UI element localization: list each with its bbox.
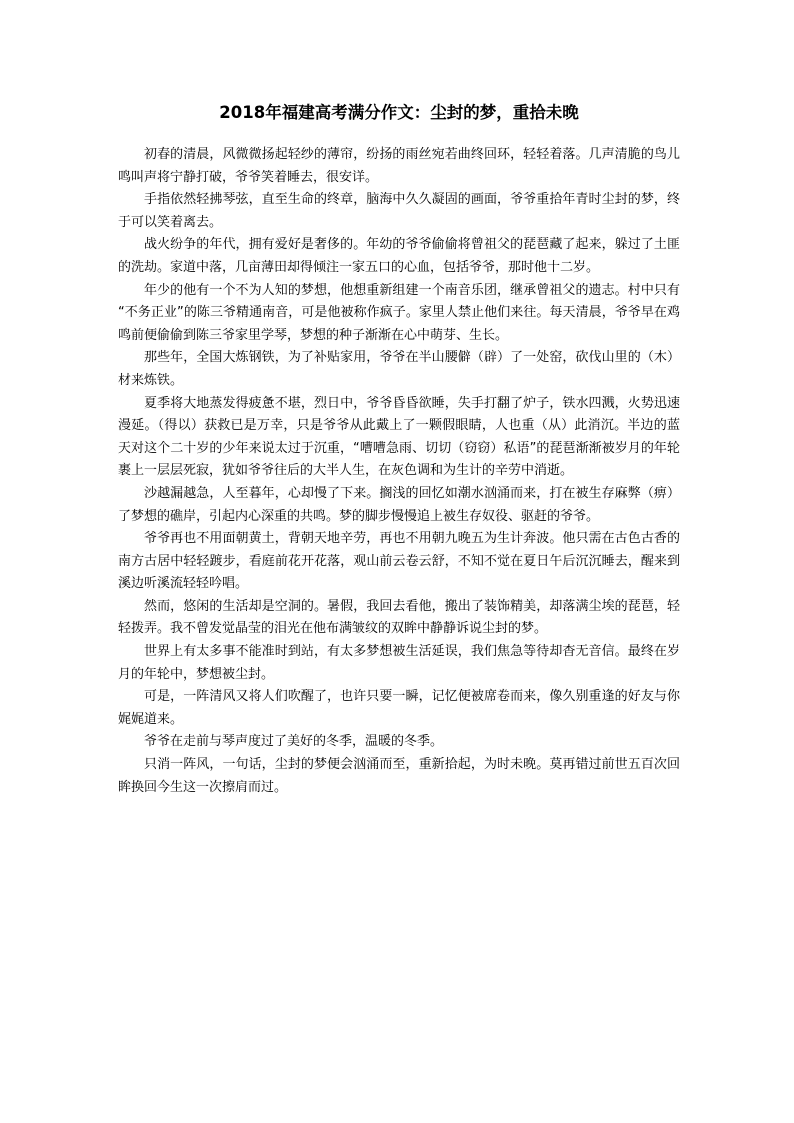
- paragraph-5: 那些年，全国大炼钢铁，为了补贴家用，爷爷在半山腰僻（辟）了一处窑，砍伐山里的（木）材来炼铁。: [118, 350, 680, 388]
- paragraph-7: 沙越漏越急，人至暮年，心却慢了下来。搁浅的回忆如潮水汹涌而来，打在被生存麻弊（痹）了梦想的礁岸，引起内心深重的共鸣。梦的脚步慢慢追上被生存奴役、驱赶的爷爷。: [118, 485, 680, 524]
- paragraph-13: 只消一阵风，一句话，尘封的梦便会汹涌而至，重新拾起，为时未晚。莫再错过前世五百次回眸换回今生这一次擦肩而过。: [118, 757, 680, 795]
- paragraph-9: 然而，悠闲的生活却是空洞的。暑假，我回去看他，搬出了装饰精美，却落满尘埃的琵琶，轻轻拨弄。我不曾发觉晶莹的泪光在他布满皱纹的双眸中静静诉说尘封的梦。: [118, 598, 680, 637]
- paragraph-6: 夏季将大地蒸发得疲惫不堪，烈日中，爷爷昏昏欲睡，失手打翻了炉子，铁水四溅，火势迅速漫延。（得以）获救已是万幸，只是爷爷从此戴上了一颗假眼睛，人也重（从）此消沉。半边的蓝天对这个二十岁的少年来说太过于沉重，“嘈嘈急雨、切切（窃窃）私语”的琵琶渐渐被岁月的年轮裹上一层层死寂，犹如爷爷往后的大半人生，在灰色调和为生计的辛劳中消逝。: [118, 395, 680, 479]
- paragraph-10: 世界上有太多事不能准时到站，有太多梦想被生活延误，我们焦急等待却杳无音信。最终在岁月的年轮中，梦想被尘封。: [118, 644, 680, 682]
- paragraph-12: 爷爷在走前与琴声度过了美好的冬季，温暖的冬季。: [144, 734, 444, 750]
- paragraph-1: 初春的清晨，风微微扬起轻纱的薄帘，纷扬的雨丝宛若曲终回环，轻轻着落。几声清脆的鸟儿鸣叫声将宁静打破，爷爷笑着睡去，很安详。: [118, 147, 680, 185]
- paragraph-3: 战火纷争的年代，拥有爱好是奢侈的。年幼的爷爷偷偷将曾祖父的琵琶藏了起来，躲过了土匪的洗劫。家道中落，几亩薄田却得倾注一家五口的心血，包括爷爷，那时他十二岁。: [118, 237, 680, 275]
- paragraph-11: 可是，一阵清风又将人们吹醒了，也许只要一瞬，记忆便被席卷而来，像久别重逢的好友与你娓娓道来。: [118, 689, 680, 727]
- paragraph-4: 年少的他有一个不为人知的梦想，他想重新组建一个南音乐团，继承曾祖父的遗志。村中只有“不务正业”的陈三爷精通南音，可是他被称作疯子。家里人禁止他们来往。每天清晨，爷爷早在鸡鸣前便偷偷到陈三爷家里学琴，梦想的种子渐渐在心中萌芽、生长。: [118, 282, 680, 343]
- page-title: 2018年福建高考满分作文：尘封的梦，重拾未晚: [219, 103, 579, 122]
- essay-body: [118, 144, 680, 799]
- paragraph-2: 手指依然轻拂琴弦，直至生命的终章，脑海中久久凝固的画面，爷爷重拾年青时尘封的梦，终于可以笑着离去。: [118, 192, 680, 230]
- document-page: [118, 100, 680, 799]
- paragraph-8: 爷爷再也不用面朝黄土，背朝天地辛劳，再也不用朝九晚五为生计奔波。他只需在古色古香的南方古居中轻轻踱步，看庭前花开花落，观山前云卷云舒，不知不觉在夏日午后沉沉睡去，醒来到溪边听溪流轻轻吟唱。: [118, 531, 680, 592]
